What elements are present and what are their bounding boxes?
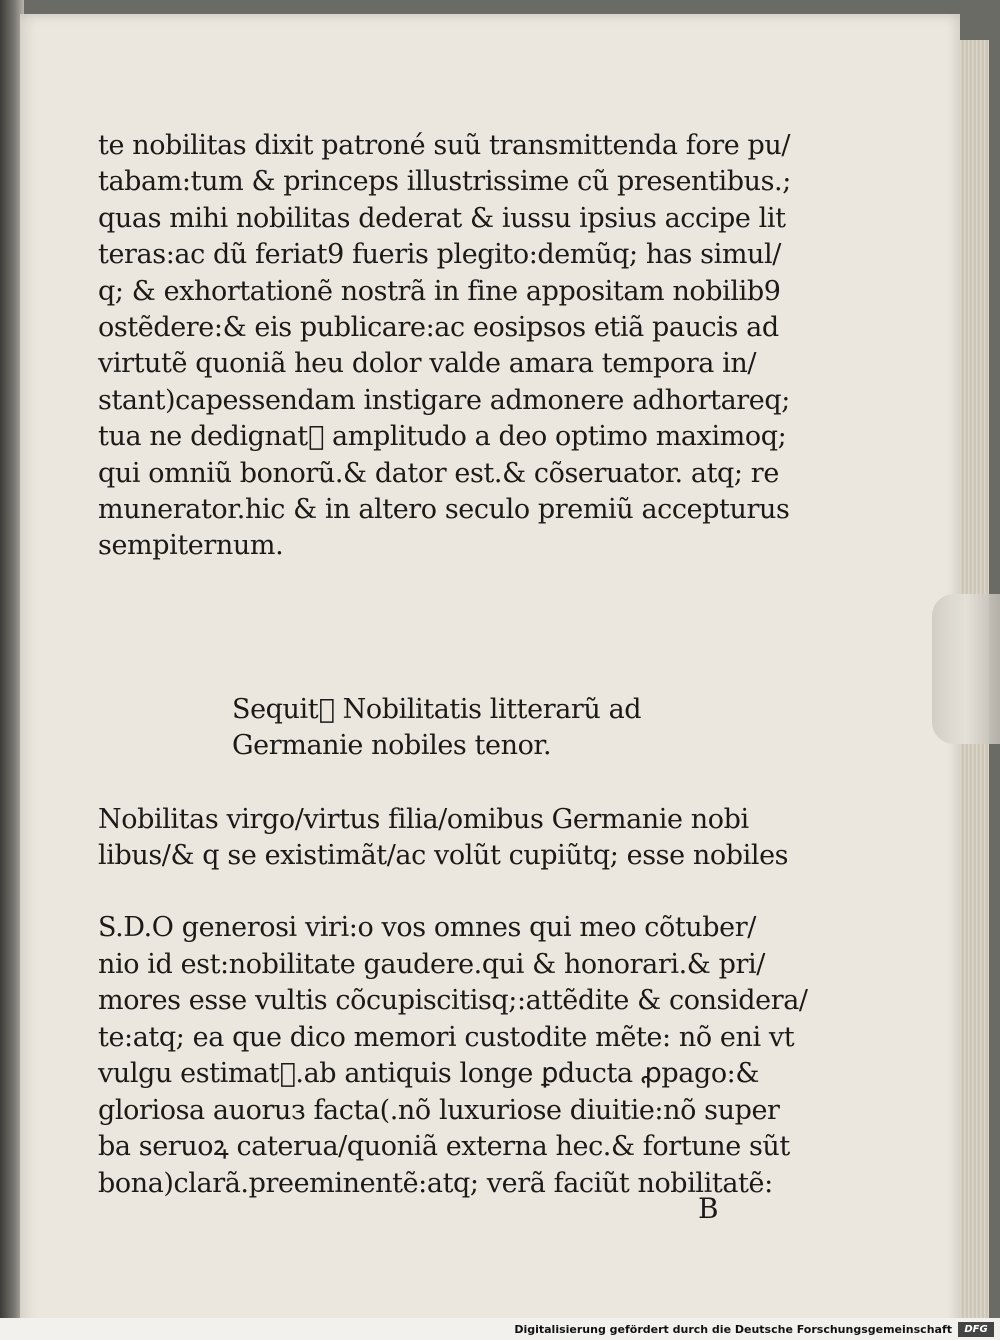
text-line: mores esse vultis cõcupiscitisq;:attẽdite & considera/: [98, 985, 808, 1016]
text-line: stant)capessendam instigare admonere adhortareq;: [98, 384, 790, 416]
text-line: virtutẽ quoniã heu dolor valde amara tempora in/: [98, 348, 757, 380]
text-line: gloriosa auoruз facta(.nõ luxuriose diuitie:nõ super: [98, 1094, 780, 1126]
text-line: vulgu estimat᷑.ab antiquis longe ꝑducta ꝓpago:&: [98, 1058, 760, 1089]
text-line: libus/& q se existimãt/ac volũt cupiũtq; esse nobiles: [98, 840, 789, 871]
heading-line: Germanie nobiles tenor.: [232, 730, 552, 761]
dfg-logo: DFG: [958, 1322, 994, 1337]
paragraph-body: [98, 910, 808, 1202]
text-line: te:atq; ea que dico memori custodite mẽte: nõ eni vt: [98, 1021, 795, 1053]
paragraph-continuation: [98, 128, 791, 565]
text-line: munerator.hic & in altero seculo premiũ accepturus: [98, 494, 790, 526]
text-line: ostẽdere:& eis publicare:ac eosipsos etiã paucis ad: [98, 312, 779, 344]
section-heading: [232, 692, 641, 764]
page-clip-marker: [932, 594, 1000, 744]
salutation: [98, 802, 788, 874]
signature-mark: B: [698, 1192, 719, 1225]
text-line: S.D.O generosi viri:o vos omnes qui meo cõtuber/: [98, 912, 756, 943]
footer-bar: [0, 1318, 1000, 1340]
text-line: nio id est:nobilitate gaudere.qui & honorari.& pri/: [98, 948, 765, 980]
digitization-credit: Digitalisierung gefördert durch die Deutsche Forschungsgemeinschaft: [514, 1323, 952, 1336]
text-line: tua ne dedignat᷑ amplitudo a deo optimo maximoq;: [98, 421, 787, 453]
text-line: teras:ac dũ feriat9 fueris plegito:demũq; has simul/: [98, 239, 781, 271]
text-line: qui omniũ bonorũ.& dator est.& cõseruator. atq; re: [98, 457, 779, 489]
heading-line: Sequit᷑ Nobilitatis litterarũ ad: [232, 694, 642, 725]
text-line: Nobilitas virgo/virtus filia/omibus Germanie nobi: [98, 804, 749, 835]
text-line: bona)clarã.preeminentẽ:atq; verã faciũt nobilitatẽ:: [98, 1167, 773, 1199]
text-line: sempiternum.: [98, 530, 284, 562]
text-line: q; & exhortationẽ nostrã in fine appositam nobilib9: [98, 275, 781, 307]
text-line: tabam:tum & princeps illustrissime cũ presentibus.;: [98, 166, 791, 198]
text-line: quas mihi nobilitas dederat & iussu ipsius accipe lit: [98, 202, 786, 234]
text-line: ba seruoꝝ caterua/quoniã externa hec.& fortune sũt: [98, 1131, 790, 1162]
text-line: te nobilitas dixit patroné suũ transmittenda fore pu/: [98, 130, 791, 161]
